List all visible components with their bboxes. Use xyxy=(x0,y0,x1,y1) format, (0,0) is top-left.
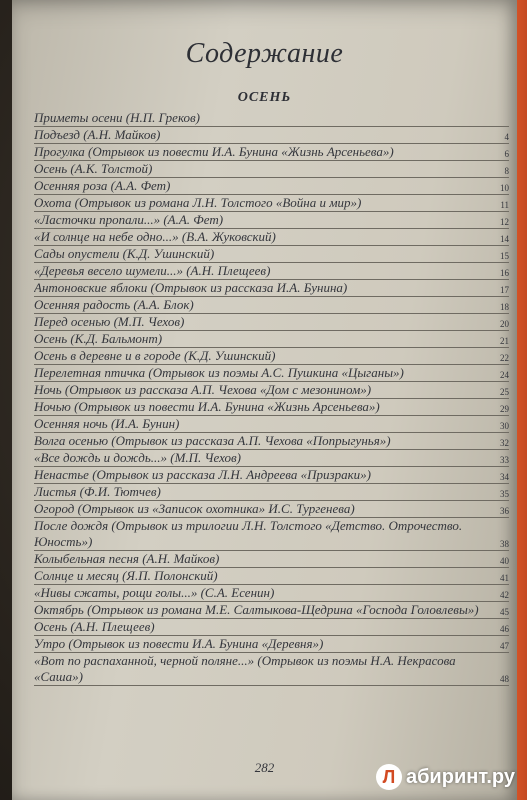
page-number: 282 xyxy=(254,760,275,775)
toc-entry xyxy=(34,110,509,127)
toc-entry-page: 35 xyxy=(500,489,509,499)
toc-entry-page: 33 xyxy=(500,455,509,465)
toc-entry-page: 18 xyxy=(500,302,509,312)
toc-entry-title: Сады опустели (К.Д. Ушинский) xyxy=(34,246,215,261)
toc-entry-page: 10 xyxy=(500,183,509,193)
toc-entry xyxy=(34,484,509,501)
toc-entry-title: Приметы осени (Н.П. Греков) xyxy=(34,110,201,125)
toc-entry xyxy=(34,144,509,161)
toc-entry-page: 34 xyxy=(500,472,509,482)
toc-entry-page: 45 xyxy=(500,607,509,617)
toc-entry-title: Прогулка (Отрывок из повести И.А. Бунина «Жизнь Арсеньева») xyxy=(34,144,394,159)
toc-entry-title: Осенняя ночь (И.А. Бунин) xyxy=(34,416,180,431)
toc-entry-page: 42 xyxy=(500,590,509,600)
toc-entry xyxy=(34,178,509,195)
toc-entry-title: «Все дождь и дождь...» (М.П. Чехов) xyxy=(34,450,242,465)
toc-entry-title: Охота (Отрывок из романа Л.Н. Толстого «Война и мир») xyxy=(34,195,362,210)
toc-entry-title: «И солнце на небе одно...» (В.А. Жуковский) xyxy=(34,229,276,244)
watermark-logo xyxy=(376,764,515,790)
toc-entry xyxy=(34,399,509,416)
toc-entry xyxy=(34,416,509,433)
toc-entry xyxy=(34,518,509,551)
toc-entry xyxy=(34,297,509,314)
toc-entry xyxy=(34,161,509,178)
toc-entry-title: Октябрь (Отрывок из романа М.Е. Салтыкова-Щедрина «Господа Головлевы») xyxy=(34,602,479,617)
toc-entry-title: Осень (А.Н. Плещеев) xyxy=(34,619,155,634)
toc-entry-page: 15 xyxy=(500,251,509,261)
toc-entry xyxy=(34,382,509,399)
toc-entry xyxy=(34,365,509,382)
toc-entry-page: 29 xyxy=(500,404,509,414)
toc-entry-title: Осенняя роза (А.А. Фет) xyxy=(34,178,171,193)
toc-entry-title: Осень в деревне и в городе (К.Д. Ушинский) xyxy=(34,348,276,363)
toc-entry-title: Листья (Ф.И. Тютчев) xyxy=(34,484,161,499)
toc-entry xyxy=(34,348,509,365)
toc-entry-page: 14 xyxy=(500,234,509,244)
page-title: Содержание xyxy=(185,38,344,69)
toc-entry-title: Ночь (Отрывок из рассказа А.П. Чехова «Дом с мезонином») xyxy=(34,382,372,397)
toc-entry xyxy=(34,585,509,602)
toc-entry xyxy=(34,246,509,263)
toc-entry-title: Перелетная птичка (Отрывок из поэмы А.С. Пушкина «Цыганы») xyxy=(34,365,404,380)
toc-entry-title: Колыбельная песня (А.Н. Майков) xyxy=(34,551,220,566)
toc-entry-page: 32 xyxy=(500,438,509,448)
toc-entry-title: Перед осенью (М.П. Чехов) xyxy=(34,314,185,329)
toc-entry xyxy=(34,636,509,653)
toc-entry-page: 8 xyxy=(504,166,509,176)
toc-entry-title: Огород (Отрывок из «Записок охотника» И.С. Тургенева) xyxy=(34,501,355,516)
toc-entry-page: 16 xyxy=(500,268,509,278)
toc-entry xyxy=(34,212,509,229)
toc-entry-title: Ненастье (Отрывок из рассказа Л.Н. Андреева «Призраки») xyxy=(34,467,371,482)
labirint-logo-icon: Л xyxy=(376,764,402,790)
toc-entry-title: «Вот по распаханной, черной поляне...» (Отрывок из поэмы Н.А. Некрасова «Саша») xyxy=(34,653,456,684)
toc-entry-page: 25 xyxy=(500,387,509,397)
toc-entry-title: «Нивы сжаты, рощи голы...» (С.А. Есенин) xyxy=(34,585,275,600)
toc-entry-title: «Деревья весело шумели...» (А.Н. Плещеев) xyxy=(34,263,271,278)
toc-entry-title: Антоновские яблоки (Отрывок из рассказа И.А. Бунина) xyxy=(34,280,348,295)
toc-entry xyxy=(34,619,509,636)
toc-entry-page: 40 xyxy=(500,556,509,566)
toc-entry-title: Осень (А.К. Толстой) xyxy=(34,161,153,176)
toc-entry xyxy=(34,450,509,467)
toc-entry-title: Солнце и месяц (Я.П. Полонский) xyxy=(34,568,218,583)
toc-entry-title: Ночью (Отрывок из повести И.А. Бунина «Жизнь Арсеньева») xyxy=(34,399,380,414)
toc-entry-title: «Ласточки пропали...» (А.А. Фет) xyxy=(34,212,224,227)
toc-entry xyxy=(34,229,509,246)
toc-entry-page: 22 xyxy=(500,353,509,363)
toc-entry-page: 24 xyxy=(500,370,509,380)
toc-entry-title: Осенняя радость (А.А. Блок) xyxy=(34,297,194,312)
toc-entry-title: Осень (К.Д. Бальмонт) xyxy=(34,331,163,346)
toc-entry-title: После дождя (Отрывок из трилогии Л.Н. Толстого «Детство. Отрочество. Юность») xyxy=(34,518,463,549)
toc-entry-page: 12 xyxy=(500,217,509,227)
toc-entry-title: Подъезд (А.Н. Майков) xyxy=(34,127,161,142)
toc-entry xyxy=(34,331,509,348)
toc-entry xyxy=(34,195,509,212)
toc-entry xyxy=(34,602,509,619)
toc-entry xyxy=(34,127,509,144)
book-page xyxy=(12,0,517,800)
toc-entry-page: 21 xyxy=(500,336,509,346)
watermark-text: абиринт.ру xyxy=(405,765,515,788)
table-of-contents xyxy=(34,110,509,686)
toc-entry-page: 47 xyxy=(500,641,509,651)
section-heading: ОСЕНЬ xyxy=(237,90,292,105)
toc-entry-title: Волга осенью (Отрывок из рассказа А.П. Чехова «Попрыгунья») xyxy=(34,433,391,448)
toc-entry xyxy=(34,467,509,484)
toc-entry-page: 48 xyxy=(500,674,509,684)
toc-entry-title: Утро (Отрывок из повести И.А. Бунина «Деревня») xyxy=(34,636,324,651)
toc-entry xyxy=(34,314,509,331)
toc-entry-page: 38 xyxy=(500,539,509,549)
toc-entry xyxy=(34,263,509,280)
toc-entry-page: 36 xyxy=(500,506,509,516)
toc-entry xyxy=(34,568,509,585)
toc-entry-page: 30 xyxy=(500,421,509,431)
toc-entry-page: 20 xyxy=(500,319,509,329)
toc-entry xyxy=(34,280,509,297)
toc-entry xyxy=(34,501,509,518)
toc-entry xyxy=(34,551,509,568)
toc-entry xyxy=(34,653,509,686)
toc-entry-page: 41 xyxy=(500,573,509,583)
toc-entry-page: 4 xyxy=(504,132,509,142)
toc-entry xyxy=(34,433,509,450)
toc-entry-page: 6 xyxy=(504,149,509,159)
toc-entry-page: 17 xyxy=(500,285,509,295)
toc-entry-page: 11 xyxy=(500,200,509,210)
toc-entry-page: 46 xyxy=(500,624,509,634)
